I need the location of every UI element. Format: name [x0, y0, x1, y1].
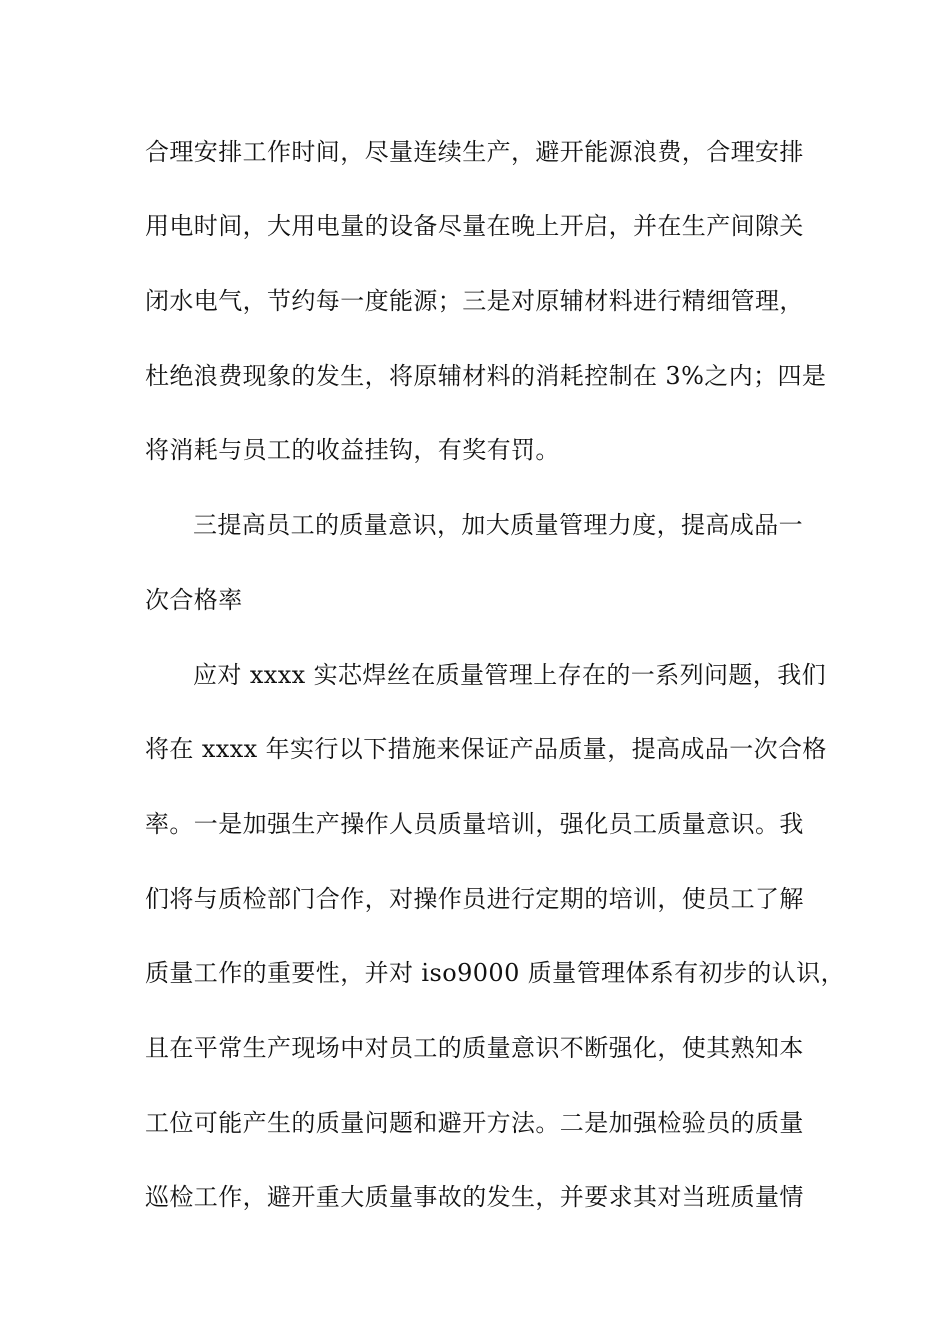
text-line: 合理安排工作时间，尽量连续生产，避开能源浪费，合理安排 — [145, 138, 804, 166]
text-line: 闭水电气，节约每一度能源；三是对原辅材料进行精细管理， — [145, 287, 804, 315]
text-line: 率。一是加强生产操作人员质量培训，强化员工质量意识。我 — [145, 810, 804, 838]
text-line: 质量工作的重要性，并对 iso9000 质量管理体系有初步的认识， — [145, 959, 845, 987]
text-line: 且在平常生产现场中对员工的质量意识不断强化，使其熟知本 — [145, 1034, 804, 1062]
section-heading: 三提高员工的质量意识，加大质量管理力度，提高成品一 — [193, 511, 803, 539]
text-line: 们将与质检部门合作，对操作员进行定期的培训，使员工了解 — [145, 885, 804, 913]
text-line: 巡检工作，避开重大质量事故的发生，并要求其对当班质量情 — [145, 1183, 804, 1211]
section-heading-continued: 次合格率 — [145, 586, 243, 614]
text-line: 将消耗与员工的收益挂钩，有奖有罚。 — [145, 436, 560, 464]
text-line: 工位可能产生的质量问题和避开方法。二是加强检验员的质量 — [145, 1109, 804, 1137]
paragraph-start: 应对 xxxx 实芯焊丝在质量管理上存在的一系列问题，我们 — [193, 661, 826, 689]
text-line: 用电时间，大用电量的设备尽量在晚上开启，并在生产间隙关 — [145, 212, 804, 240]
text-line: 将在 xxxx 年实行以下措施来保证产品质量，提高成品一次合格 — [145, 735, 827, 763]
text-line: 杜绝浪费现象的发生，将原辅材料的消耗控制在 3%之内；四是 — [145, 362, 827, 390]
